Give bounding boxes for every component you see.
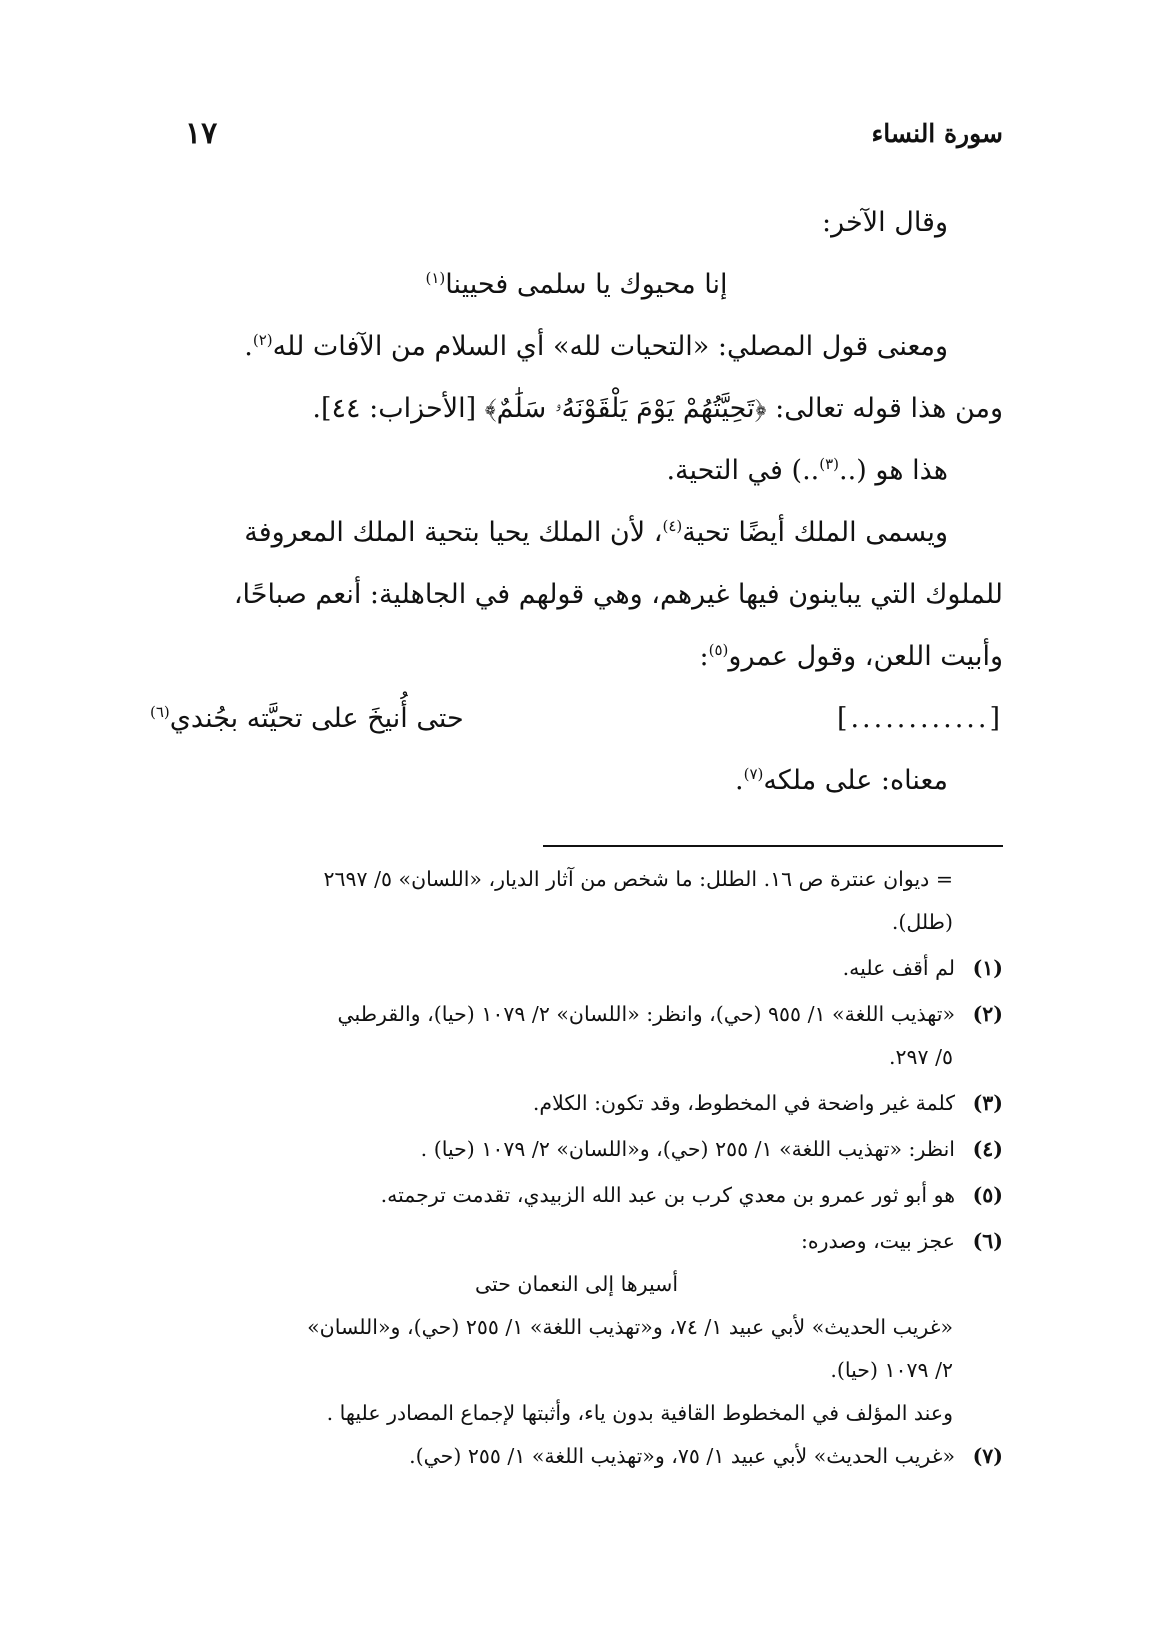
footnote-number: (١)	[972, 956, 1003, 980]
line-text: ومن هذا قوله تعالى: ﴿تَحِيَّتُهُمْ يَوْمَ يَلْقَوْنَهُۥ سَلَٰمٌ﴾ [الأحزاب: ٤٤].	[312, 393, 1003, 424]
footnote-ref: (٤)	[662, 517, 683, 535]
footnote-line: وعند المؤلف في المخطوط القافية بدون ياء، وأثبتها لإجماع المصادر عليها .	[326, 1401, 953, 1425]
page-header	[185, 108, 1003, 158]
footnote	[150, 1174, 1003, 1217]
footnote-line: «غريب الحديث» لأبي عبيد ١/ ٧٤، و«تهذيب اللغة» ١/ ٢٥٥ (حي)، و«اللسان»	[307, 1315, 953, 1339]
footnote-number: (٤)	[972, 1137, 1003, 1161]
line-text: ويسمى الملك أيضًا تحية	[682, 517, 948, 548]
text-line	[150, 750, 1003, 812]
footnote-line: ٢/ ١٠٧٩ (حيا).	[830, 1358, 953, 1382]
footnote-line: = ديوان عنترة ص ١٦. الطلل: ما شخص من آثار الديار، «اللسان» ٥/ ٢٦٩٧	[323, 867, 953, 891]
footnote-verse: أسيرها إلى النعمان حتى	[474, 1272, 679, 1296]
line-text: :	[699, 641, 709, 672]
text-line	[150, 502, 1003, 564]
footnote-text: عجز بيت، وصدره:	[800, 1229, 955, 1253]
text-line	[150, 564, 1003, 626]
footnotes	[150, 858, 1003, 1478]
footnote-ref: (٧)	[743, 765, 764, 783]
footnote-text: كلمة غير واضحة في المخطوط، وقد تكون: الكلام.	[532, 1091, 955, 1115]
footnote-number: (٢)	[972, 1002, 1003, 1026]
footnote-line: ٥/ ٢٩٧.	[888, 1045, 953, 1069]
page-number: ١٧	[185, 115, 218, 151]
footnote	[150, 1128, 1003, 1171]
text-line	[150, 192, 1003, 254]
main-text	[150, 192, 1003, 812]
footnote	[150, 1082, 1003, 1125]
text-line	[150, 378, 1003, 440]
verse-text: إنا محيوك يا سلمى فحيينا	[445, 269, 728, 300]
line-text: معناه: على ملكه	[763, 765, 948, 796]
text-line	[150, 440, 1003, 502]
line-text: هذا هو (..	[839, 455, 948, 486]
footnote-text: انظر: «تهذيب اللغة» ١/ ٢٥٥ (حي)، و«اللسان» ٢/ ١٠٧٩ (حيا) .	[420, 1137, 955, 1161]
footnote	[150, 1220, 1003, 1263]
line-text: .	[244, 331, 253, 362]
footnote-text: هو أبو ثور عمرو بن معدي كرب بن عبد الله الزبيدي، تقدمت ترجمته.	[380, 1183, 955, 1207]
line-text: .	[735, 765, 744, 796]
footnote-text: «تهذيب اللغة» ١/ ٩٥٥ (حي)، وانظر: «اللسان» ٢/ ١٠٧٩ (حيا)، والقرطبي	[337, 1002, 955, 1026]
footnote	[150, 1435, 1003, 1478]
footnote-text: لم أقف عليه.	[842, 956, 955, 980]
footnote-ref: (٣)	[819, 455, 840, 473]
footnote-ref: (٥)	[708, 641, 729, 659]
verse-text: حتى أُنيخَ على تحيَّته بجُندي	[169, 703, 464, 734]
footnote-number: (٦)	[972, 1229, 1003, 1253]
footnote	[150, 947, 1003, 990]
footnote-divider	[543, 845, 1003, 847]
running-title: سورة النساء	[871, 118, 1003, 148]
verse-line	[150, 254, 1003, 316]
verse-line	[150, 688, 1003, 750]
footnote-number: (٣)	[972, 1091, 1003, 1115]
verse-second-hemistich	[150, 688, 464, 750]
footnote-number: (٧)	[972, 1444, 1003, 1468]
text-line	[150, 316, 1003, 378]
verse-first-hemistich: [............]	[836, 703, 1003, 734]
line-text: ..) في التحية.	[666, 455, 820, 486]
line-text: وقال الآخر:	[822, 207, 948, 238]
line-text: وأبيت اللعن، وقول عمرو	[728, 641, 1003, 672]
footnote-line: (طلل).	[891, 910, 953, 934]
line-text: ومعنى قول المصلي: «التحيات لله» أي السلام من الآفات لله	[272, 331, 948, 362]
line-text: للملوك التي يباينون فيها غيرهم، وهي قولهم في الجاهلية: أنعم صباحًا،	[233, 579, 1003, 610]
footnote-ref: (٢)	[252, 331, 273, 349]
line-text: ، لأن الملك يحيا بتحية الملك المعروفة	[244, 517, 663, 548]
footnote-ref: (٦)	[150, 703, 170, 721]
footnote-ref: (١)	[425, 269, 446, 287]
footnote-text: «غريب الحديث» لأبي عبيد ١/ ٧٥، و«تهذيب اللغة» ١/ ٢٥٥ (حي).	[409, 1444, 955, 1468]
footnote-number: (٥)	[972, 1183, 1003, 1207]
footnote	[150, 993, 1003, 1036]
text-line	[150, 626, 1003, 688]
